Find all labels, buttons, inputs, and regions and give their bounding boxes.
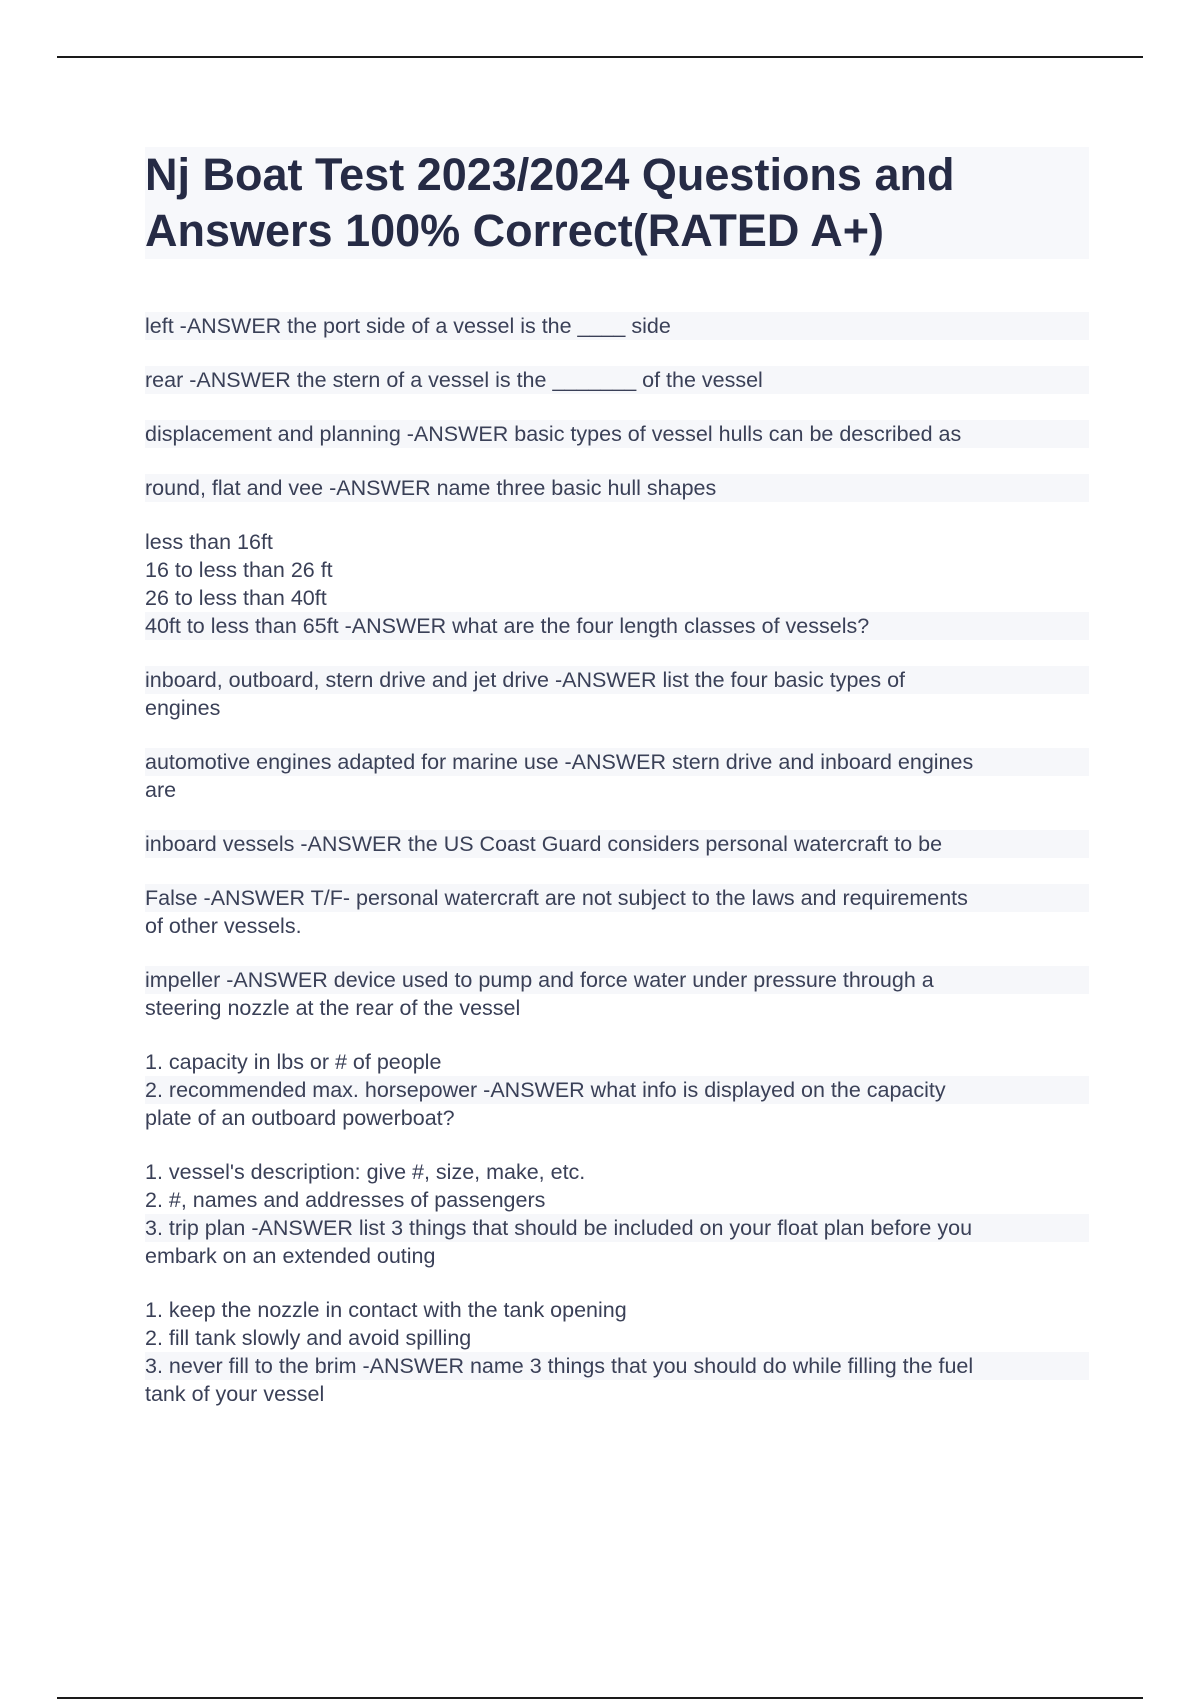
qa-line: impeller -ANSWER device used to pump and force water under pressure through a <box>145 966 1089 994</box>
qa-item <box>145 420 1089 448</box>
qa-line: displacement and planning -ANSWER basic types of vessel hulls can be described as <box>145 420 1089 448</box>
top-rule <box>57 56 1143 58</box>
qa-line: False -ANSWER T/F- personal watercraft are not subject to the laws and requirements <box>145 884 1089 912</box>
qa-line: left -ANSWER the port side of a vessel is the ____ side <box>145 312 1089 340</box>
qa-line: 3. trip plan -ANSWER list 3 things that should be included on your float plan before you <box>145 1214 1089 1242</box>
qa-line: 1. vessel's description: give #, size, make, etc. <box>145 1160 586 1184</box>
qa-item <box>145 366 1089 394</box>
qa-line: embark on an extended outing <box>145 1244 436 1268</box>
bottom-rule <box>57 1697 1143 1699</box>
qa-line: plate of an outboard powerboat? <box>145 1106 455 1130</box>
qa-line: 2. #, names and addresses of passengers <box>145 1188 546 1212</box>
qa-item <box>145 528 1089 640</box>
qa-list <box>145 312 1089 1434</box>
qa-line: inboard, outboard, stern drive and jet drive -ANSWER list the four basic types of <box>145 666 1089 694</box>
qa-line: 16 to less than 26 ft <box>145 558 333 582</box>
qa-line: 2. fill tank slowly and avoid spilling <box>145 1326 472 1350</box>
qa-item <box>145 1048 1089 1132</box>
qa-line: of other vessels. <box>145 914 302 938</box>
qa-line: engines <box>145 696 221 720</box>
document-title-line-1: Nj Boat Test 2023/2024 Questions and <box>145 149 955 200</box>
qa-line: inboard vessels -ANSWER the US Coast Guard considers personal watercraft to be <box>145 830 1089 858</box>
qa-item <box>145 1296 1089 1408</box>
qa-item <box>145 666 1089 722</box>
qa-line: 26 to less than 40ft <box>145 586 327 610</box>
qa-line: steering nozzle at the rear of the vessel <box>145 996 521 1020</box>
qa-item <box>145 312 1089 340</box>
qa-line: 3. never fill to the brim -ANSWER name 3 things that you should do while filling the fuel <box>145 1352 1089 1380</box>
qa-item <box>145 830 1089 858</box>
qa-line: 40ft to less than 65ft -ANSWER what are the four length classes of vessels? <box>145 612 1089 640</box>
qa-line: 1. capacity in lbs or # of people <box>145 1050 442 1074</box>
qa-line: 1. keep the nozzle in contact with the tank opening <box>145 1298 627 1322</box>
qa-item <box>145 884 1089 940</box>
qa-item <box>145 748 1089 804</box>
document-title <box>145 147 1089 259</box>
qa-line: 2. recommended max. horsepower -ANSWER what info is displayed on the capacity <box>145 1076 1089 1104</box>
document-title-line-2: Answers 100% Correct(RATED A+) <box>145 205 884 256</box>
qa-line: round, flat and vee -ANSWER name three basic hull shapes <box>145 474 1089 502</box>
qa-item <box>145 1158 1089 1270</box>
qa-line: are <box>145 778 177 802</box>
qa-line: rear -ANSWER the stern of a vessel is the _______ of the vessel <box>145 366 1089 394</box>
qa-item <box>145 474 1089 502</box>
qa-line: automotive engines adapted for marine use -ANSWER stern drive and inboard engines <box>145 748 1089 776</box>
qa-line: less than 16ft <box>145 530 273 554</box>
qa-line: tank of your vessel <box>145 1382 325 1406</box>
qa-item <box>145 966 1089 1022</box>
